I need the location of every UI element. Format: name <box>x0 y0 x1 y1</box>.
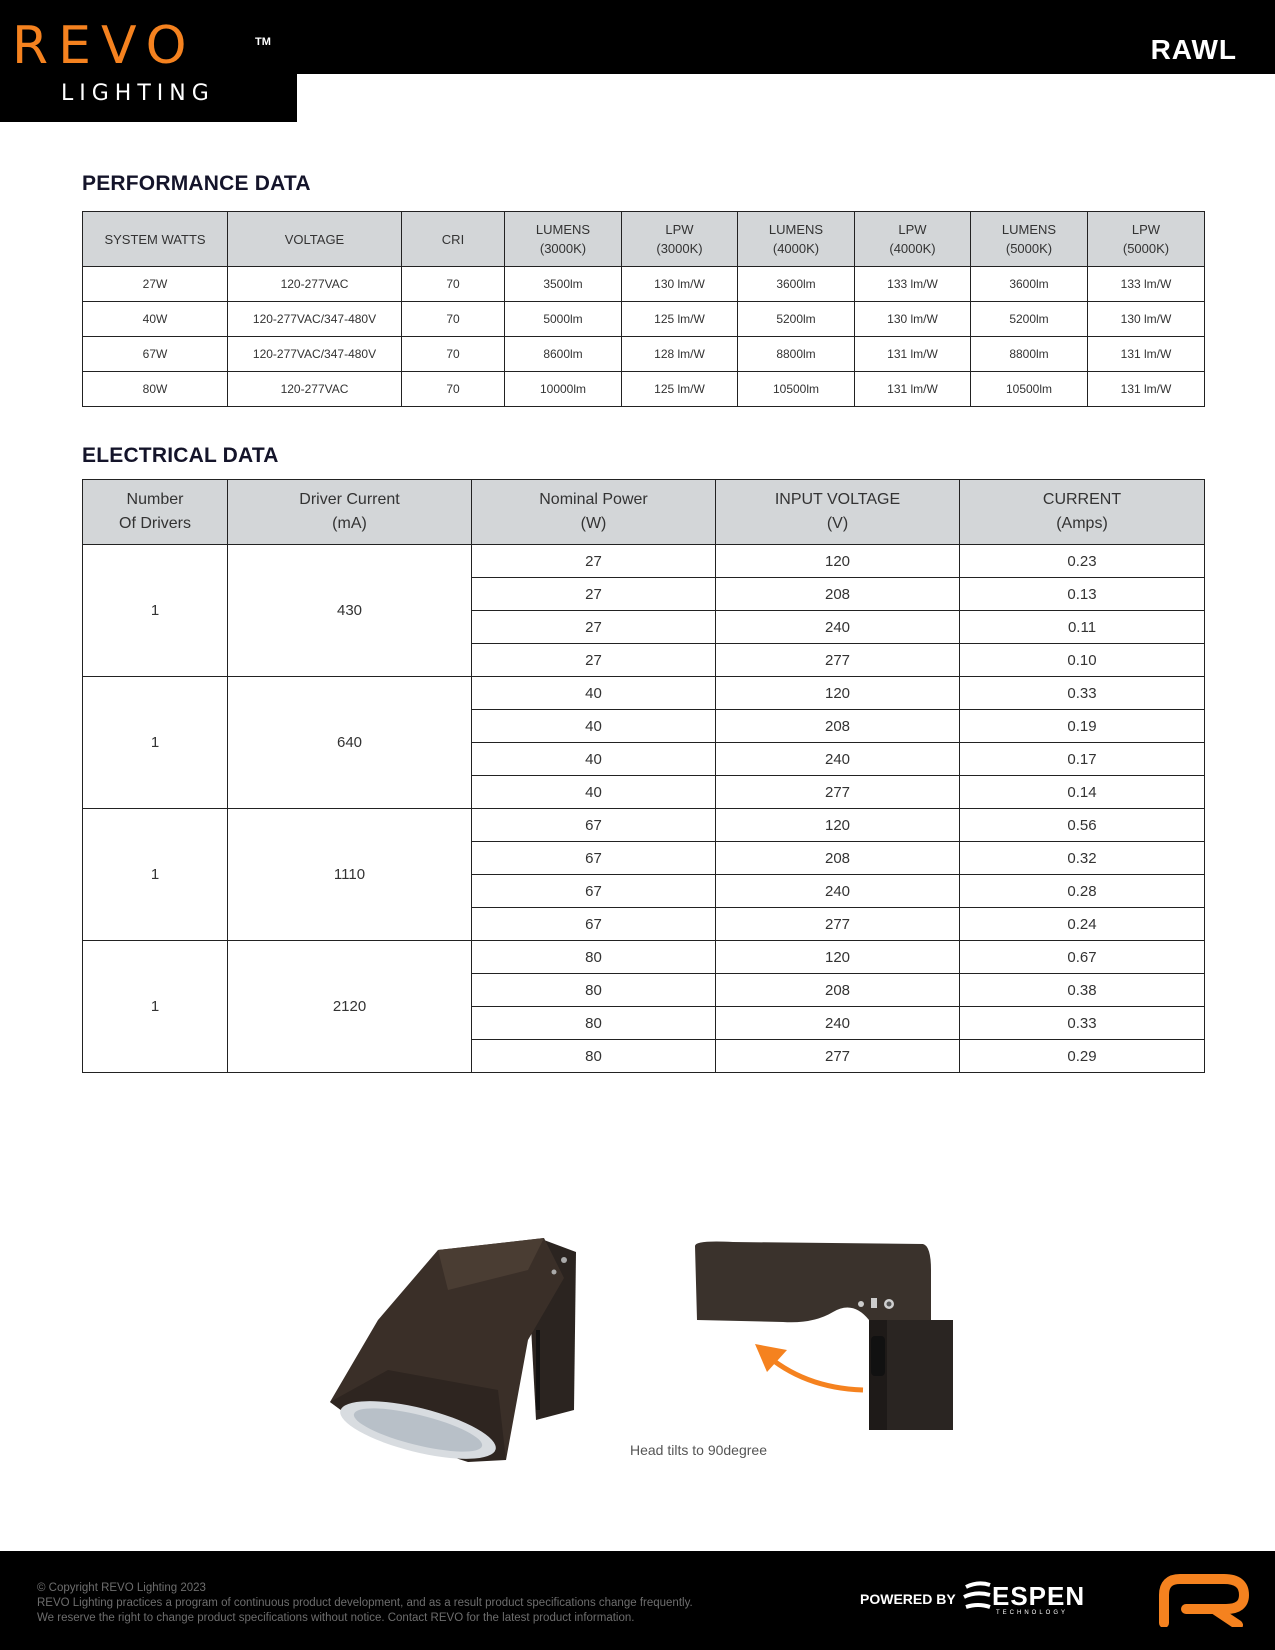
table-cell: 80 <box>472 1040 716 1073</box>
table-cell: 130 lm/W <box>1088 302 1205 337</box>
table-cell: 8800lm <box>971 337 1088 372</box>
table-row <box>83 677 1205 710</box>
tilt-caption: Head tilts to 90degree <box>630 1442 767 1458</box>
table-cell: 0.13 <box>960 578 1205 611</box>
table-cell: 27 <box>472 644 716 677</box>
table-cell: 120 <box>716 677 960 710</box>
performance-header-cell <box>83 212 228 267</box>
table-cell: 0.67 <box>960 941 1205 974</box>
table-cell: 80W <box>83 372 228 407</box>
header-line: VOLTAGE <box>284 231 345 247</box>
table-cell: 120-277VAC <box>228 267 402 302</box>
electrical-header-cell <box>83 480 228 545</box>
legal-line-1: REVO Lighting practices a program of continuous product development, and as a result product specifications change frequently. <box>37 1597 693 1609</box>
table-cell: 3600lm <box>971 267 1088 302</box>
espen-swirl-icon <box>962 1579 992 1615</box>
table-cell: 131 lm/W <box>1088 337 1205 372</box>
header-line: (5000K) <box>1005 241 1053 256</box>
driver-count-cell: 1 <box>83 809 228 941</box>
table-cell: 67W <box>83 337 228 372</box>
performance-header-cell <box>1088 212 1205 267</box>
table-cell: 128 lm/W <box>622 337 738 372</box>
table-cell: 0.29 <box>960 1040 1205 1073</box>
table-row <box>83 372 1205 407</box>
header-line: CURRENT <box>1042 491 1122 508</box>
table-cell: 125 lm/W <box>622 372 738 407</box>
table-cell: 130 lm/W <box>622 267 738 302</box>
electrical-header-cell <box>472 480 716 545</box>
table-cell: 40W <box>83 302 228 337</box>
header-line: Driver Current <box>299 491 400 508</box>
table-row <box>83 545 1205 578</box>
driver-count-cell: 1 <box>83 677 228 809</box>
electrical-title: ELECTRICAL DATA <box>82 444 279 467</box>
header-line: (3000K) <box>656 241 703 256</box>
logo-trademark: TM <box>255 36 271 48</box>
performance-header-cell <box>971 212 1088 267</box>
table-cell: 27W <box>83 267 228 302</box>
table-cell: 131 lm/W <box>855 372 971 407</box>
table-cell: 40 <box>472 710 716 743</box>
table-cell: 27 <box>472 611 716 644</box>
table-cell: 120-277VAC <box>228 372 402 407</box>
table-cell: 5200lm <box>738 302 855 337</box>
header-line: (mA) <box>332 515 367 532</box>
performance-header-cell <box>402 212 505 267</box>
table-cell: 208 <box>716 974 960 1007</box>
driver-count-cell: 1 <box>83 941 228 1073</box>
table-cell: 277 <box>716 908 960 941</box>
table-cell: 3500lm <box>505 267 622 302</box>
driver-count-cell: 1 <box>83 545 228 677</box>
electrical-table <box>82 479 1205 1073</box>
performance-body <box>83 267 1205 407</box>
header-line: LPW <box>1131 222 1161 237</box>
header-line: LPW <box>665 222 694 237</box>
table-cell: 10000lm <box>505 372 622 407</box>
table-cell: 80 <box>472 941 716 974</box>
table-cell: 133 lm/W <box>855 267 971 302</box>
table-cell: 27 <box>472 545 716 578</box>
header-line: Of Drivers <box>119 515 191 532</box>
driver-current-cell: 2120 <box>228 941 472 1073</box>
electrical-header-row <box>83 480 1205 545</box>
table-cell: 277 <box>716 644 960 677</box>
table-row <box>83 941 1205 974</box>
table-cell: 67 <box>472 875 716 908</box>
table-cell: 70 <box>402 337 505 372</box>
table-cell: 240 <box>716 1007 960 1040</box>
table-cell: 277 <box>716 776 960 809</box>
table-cell: 70 <box>402 267 505 302</box>
logo-subtitle: LIGHTING <box>61 81 215 106</box>
table-cell: 27 <box>472 578 716 611</box>
table-cell: 131 lm/W <box>1088 372 1205 407</box>
footer <box>0 1551 1275 1650</box>
table-cell: 0.23 <box>960 545 1205 578</box>
table-cell: 8800lm <box>738 337 855 372</box>
table-cell: 125 lm/W <box>622 302 738 337</box>
table-cell: 67 <box>472 842 716 875</box>
table-cell: 0.56 <box>960 809 1205 842</box>
table-cell: 8600lm <box>505 337 622 372</box>
tilted-fixture-image <box>693 1240 961 1440</box>
table-cell: 277 <box>716 1040 960 1073</box>
table-cell: 40 <box>472 743 716 776</box>
table-cell: 130 lm/W <box>855 302 971 337</box>
header-line: LPW <box>898 222 927 237</box>
driver-current-cell: 430 <box>228 545 472 677</box>
table-cell: 240 <box>716 743 960 776</box>
header-line: (4000K) <box>772 241 820 256</box>
product-code: RAWL <box>1150 34 1237 65</box>
table-cell: 3600lm <box>738 267 855 302</box>
header-line: (5000K) <box>1122 241 1170 256</box>
performance-header-cell <box>505 212 622 267</box>
electrical-body <box>83 545 1205 1073</box>
powered-by-label: POWERED BY <box>860 1591 956 1607</box>
performance-title: PERFORMANCE DATA <box>82 172 311 195</box>
electrical-header-cell <box>716 480 960 545</box>
header-line: LUMENS <box>1001 222 1057 237</box>
table-cell: 70 <box>402 372 505 407</box>
table-cell: 240 <box>716 611 960 644</box>
header-line: INPUT VOLTAGE <box>774 491 901 508</box>
espen-logo <box>962 1579 1086 1620</box>
table-cell: 40 <box>472 677 716 710</box>
performance-header-cell <box>738 212 855 267</box>
table-row <box>83 337 1205 372</box>
table-row <box>83 267 1205 302</box>
driver-current-cell: 1110 <box>228 809 472 941</box>
legal-line-2: We reserve the right to change product specifications without notice. Contact REVO for the latest product information. <box>37 1612 635 1624</box>
electrical-header-cell <box>960 480 1205 545</box>
performance-header-cell <box>228 212 402 267</box>
table-cell: 120-277VAC/347-480V <box>228 302 402 337</box>
revo-logo <box>0 0 297 122</box>
table-cell: 67 <box>472 809 716 842</box>
table-cell: 5000lm <box>505 302 622 337</box>
table-cell: 0.19 <box>960 710 1205 743</box>
table-cell: 40 <box>472 776 716 809</box>
table-cell: 10500lm <box>738 372 855 407</box>
header-line: SYSTEM WATTS <box>104 231 206 247</box>
table-cell: 133 lm/W <box>1088 267 1205 302</box>
table-cell: 0.33 <box>960 677 1205 710</box>
header-line: CRI <box>441 231 465 247</box>
espen-wordmark: ESPEN <box>992 1581 1086 1611</box>
performance-table <box>82 211 1205 407</box>
table-cell: 0.11 <box>960 611 1205 644</box>
logo-wordmark: REVO <box>12 16 197 76</box>
table-cell: 120 <box>716 941 960 974</box>
table-cell: 0.33 <box>960 1007 1205 1040</box>
table-cell: 67 <box>472 908 716 941</box>
table-cell: 0.14 <box>960 776 1205 809</box>
table-cell: 0.38 <box>960 974 1205 1007</box>
performance-header-row <box>83 212 1205 267</box>
header-line: LUMENS <box>535 222 591 237</box>
table-cell: 5200lm <box>971 302 1088 337</box>
table-cell: 0.28 <box>960 875 1205 908</box>
header-line: LUMENS <box>768 222 824 237</box>
table-cell: 0.10 <box>960 644 1205 677</box>
footer-legal <box>37 1581 693 1626</box>
performance-header-cell <box>622 212 738 267</box>
header-line: (V) <box>826 515 849 532</box>
table-cell: 80 <box>472 974 716 1007</box>
table-cell: 0.17 <box>960 743 1205 776</box>
header-line: Nominal Power <box>539 491 648 508</box>
table-cell: 208 <box>716 710 960 743</box>
table-row <box>83 809 1205 842</box>
table-cell: 131 lm/W <box>855 337 971 372</box>
header-line: (3000K) <box>539 241 587 256</box>
wall-pack-fixture-image <box>328 1230 588 1470</box>
table-cell: 208 <box>716 578 960 611</box>
copyright-text: © Copyright REVO Lighting 2023 <box>37 1582 206 1594</box>
driver-current-cell: 640 <box>228 677 472 809</box>
table-row <box>83 302 1205 337</box>
table-cell: 208 <box>716 842 960 875</box>
header-line: (W) <box>580 515 607 532</box>
table-cell: 70 <box>402 302 505 337</box>
table-cell: 240 <box>716 875 960 908</box>
espen-subtitle: TECHNOLOGY <box>996 1610 1069 1616</box>
header-line: Number <box>126 491 184 508</box>
table-cell: 120-277VAC/347-480V <box>228 337 402 372</box>
table-cell: 0.24 <box>960 908 1205 941</box>
table-cell: 120 <box>716 545 960 578</box>
revo-r-icon <box>1158 1573 1250 1627</box>
table-cell: 120 <box>716 809 960 842</box>
table-cell: 0.32 <box>960 842 1205 875</box>
header-line: (4000K) <box>889 241 936 256</box>
electrical-header-cell <box>228 480 472 545</box>
performance-header-cell <box>855 212 971 267</box>
header-line: (Amps) <box>1056 515 1108 532</box>
table-cell: 80 <box>472 1007 716 1040</box>
table-cell: 10500lm <box>971 372 1088 407</box>
